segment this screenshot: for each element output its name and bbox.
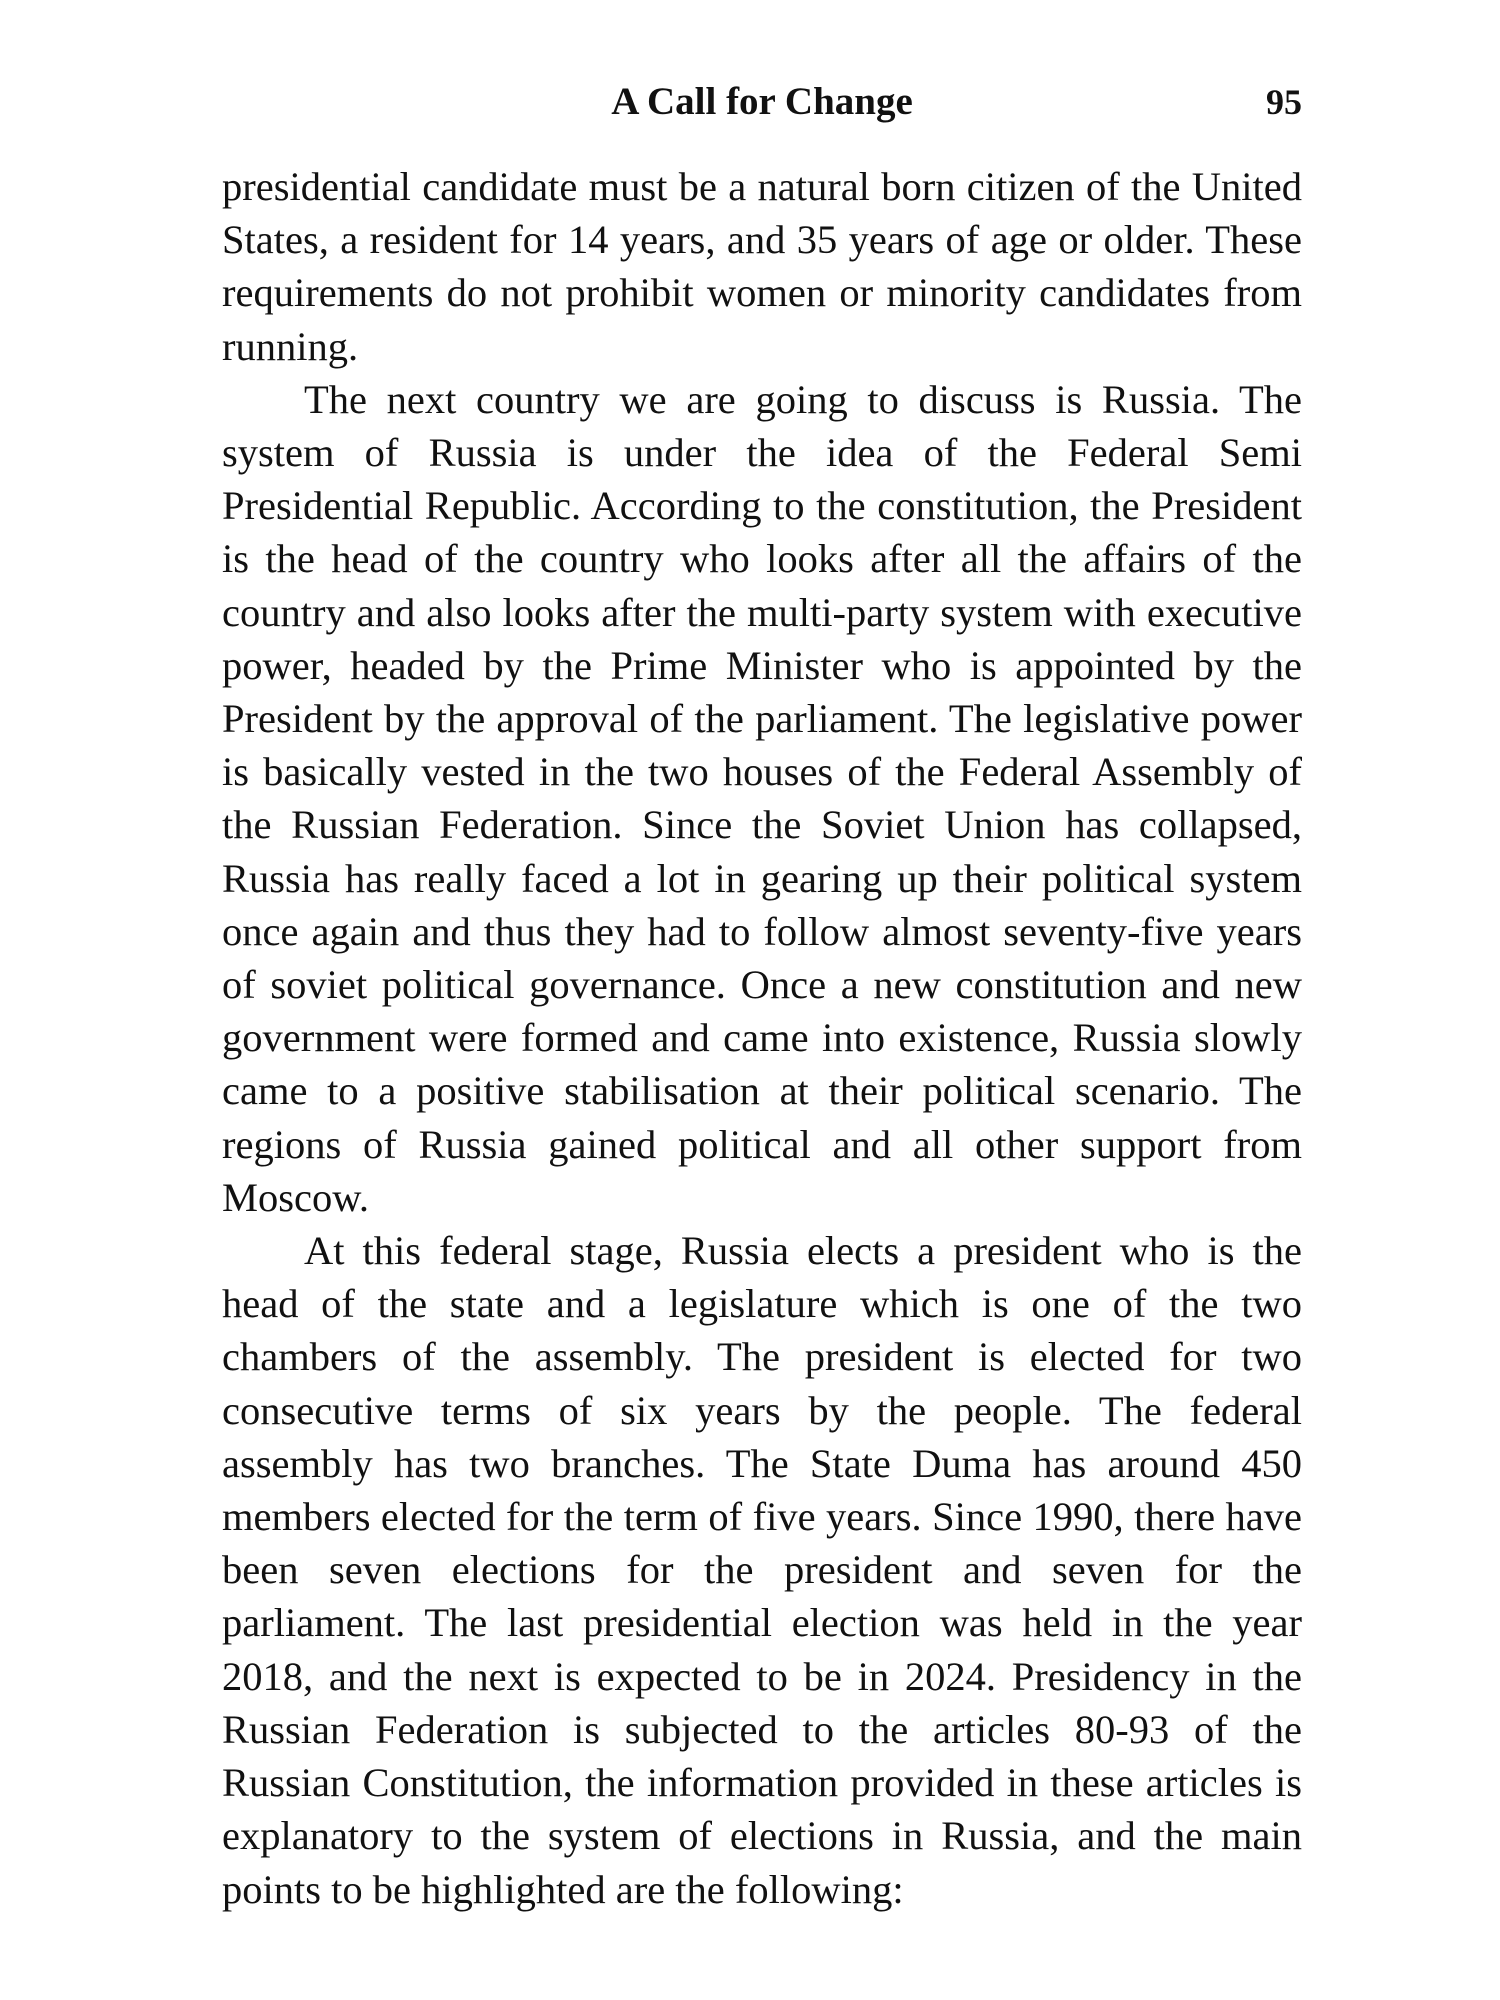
running-title: A Call for Change xyxy=(611,80,913,123)
paragraph-continuation: presidential candidate must be a natural born citizen of the United States, a resident for 14 years, and 35 years of age or older. These requirements do not prohibit women or minority candidates from running. xyxy=(222,164,1302,369)
page-number: 95 xyxy=(1266,82,1302,122)
paragraph-russia-system: The next country we are going to discuss is Russia. The system of Russia is under the idea of the Federal Semi Presidential Republic. According to the constitution, the President is the head of the country who looks after all the affairs of the country and also looks after the multi-party system with executive power, headed by the Prime Minister who is appointed by the President by the approval of the parliament. The legislative power is basically vested in the two houses of the Federal Assembly of the Russian Federation. Since the Soviet Union has collapsed, Russia has really faced a lot in gearing up their political system once again and thus they had to follow almost seventy-five years of soviet political governance. Once a new constitution and new government were formed and came into existence, Russia slowly came to a positive stabilisation at their political scenario. The regions of Russia gained political and all other support from Moscow. xyxy=(222,376,1302,1220)
running-head xyxy=(222,72,1302,132)
body-text xyxy=(222,160,1302,1916)
paragraph-russia-elections: At this federal stage, Russia elects a president who is the head of the state and a legislature which is one of the two chambers of the assembly. The president is elected for two consecutive terms of six years by the people. The federal assembly has two branches. The State Duma has around 450 members elected for the term of five years. Since 1990, there have been seven elections for the president and seven for the parliament. The last presidential election was held in the year 2018, and the next is expected to be in 2024. Presidency in the Russian Federation is subjected to the articles 80-93 of the Russian Constitution, the information provided in these articles is explanatory to the system of elections in Russia, and the main points to be highlighted are the following: xyxy=(222,1228,1302,1912)
